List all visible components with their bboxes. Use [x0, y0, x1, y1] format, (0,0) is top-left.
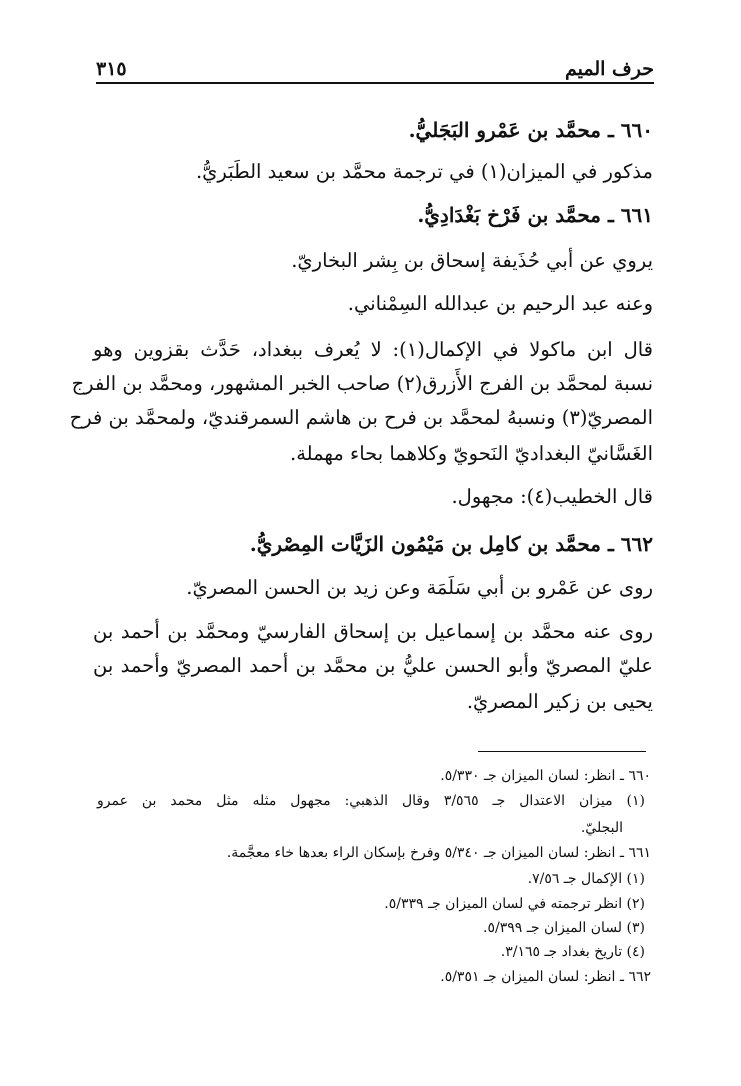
body-line: الغَسَّانيّ البغداديّ النَحويّ وكلاهما بحاء مهملة.: [290, 442, 653, 465]
body-line: يحيى بن زكير المصريّ.: [466, 690, 653, 713]
running-title: حرف الميم: [565, 58, 654, 80]
body-line: روى عنه محمَّد بن إسماعيل بن إسحاق الفارسيّ ومحمَّد بن أحمد بن: [93, 620, 653, 643]
footnote: (٢) انظر ترجمته في لسان الميزان جـ ٥/٣٣٩.: [384, 896, 645, 912]
body-line: نسبة لمحمَّد بن الفرج الأَزرق(٢) صاحب الخبر المشهور، ومحمَّد بن الفرج: [71, 372, 653, 395]
page-header: [96, 46, 654, 80]
footnote: (٤) تاريخ بغداد جـ ٣/١٦٥.: [500, 944, 645, 960]
footnote-separator: [478, 751, 646, 752]
page-number: ٣١٥: [96, 58, 127, 80]
footnote: (١) ميزان الاعتدال جـ ٣/٥٦٥ وقال الذهبي: مجهول مثله مثل محمد بن عمرو: [97, 793, 645, 809]
body-line: المصريّ(٣) ونسبهُ لمحمَّد بن فرح بن هاشم السمرقنديّ، ولمحمَّد بن فرح: [69, 406, 653, 429]
footnote: ٦٦٠ ـ انظر: لسان الميزان جـ ٥/٣٣٠.: [440, 768, 651, 784]
body-line: يروي عن أبي حُذَيفة إسحاق بن بِشر البخاريّ.: [291, 249, 653, 272]
body-line: قال ابن ماكولا في الإكمال(١): لا يُعرف ببغداد، حَدَّث بقزوين وهو: [93, 338, 653, 361]
footnote: (٣) لسان الميزان جـ ٥/٣٩٩.: [483, 920, 645, 936]
footnote: البجليّ.: [580, 820, 623, 836]
body-line: عليّ المصريّ وأبو الحسن عليُّ بن محمَّد بن أحمد المصريّ وأحمد بن: [93, 654, 653, 677]
body-line: مذكور في الميزان(١) في ترجمة محمَّد بن سعيد الطَبَريُّ.: [195, 160, 653, 183]
footnote: ٦٦٢ ـ انظر: لسان الميزان جـ ٥/٣٥١.: [440, 969, 651, 985]
body-line: روى عن عَمْرو بن أبي سَلَمَة وعن زيد بن الحسن المصريّ.: [186, 576, 653, 599]
entry-heading-661: ٦٦١ ـ محمَّد بن فَرْخ بَغْدَادِيُّ.: [417, 203, 653, 227]
entry-heading-660: ٦٦٠ ـ محمَّد بن عَمْرو البَجَليُّ.: [408, 118, 653, 142]
body-line: قال الخطيب(٤): مجهول.: [451, 485, 653, 508]
footnote: ٦٦١ ـ انظر: لسان الميزان جـ ٥/٣٤٠ وفرخ بإسكان الراء بعدها خاء معجَّمة.: [226, 845, 651, 861]
header-rule: [96, 82, 654, 84]
footnote: (١) الإكمال جـ ٧/٥٦.: [527, 871, 645, 887]
entry-heading-662: ٦٦٢ ـ محمَّد بن كامِل بن مَيْمُون الزَيَّات المِصْريُّ.: [249, 532, 653, 556]
body-line: وعنه عبد الرحيم بن عبدالله السِمْناني.: [347, 292, 653, 315]
